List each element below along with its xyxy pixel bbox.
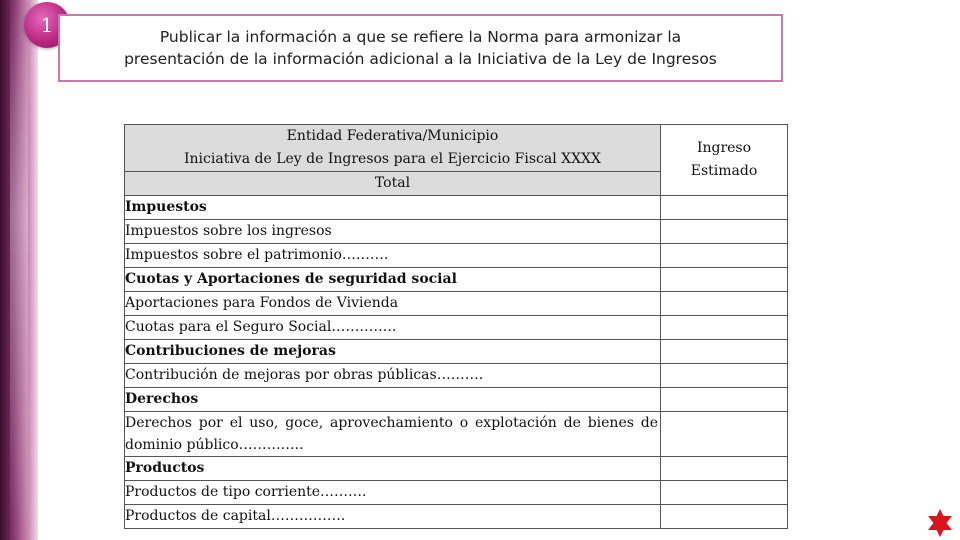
category-label: Productos [125,457,661,481]
estimate-value-cell [661,412,788,457]
table-row [125,412,788,457]
table-row [125,505,788,529]
item-label: Aportaciones para Fondos de Vivienda [125,292,661,316]
category-label: Cuotas y Aportaciones de seguridad social [125,268,661,292]
total-label-cell: Total [125,172,661,196]
table-row [125,457,788,481]
table-row [125,340,788,364]
estimate-header-line-1: Ingreso [696,140,752,156]
income-table [124,124,788,529]
estimate-value-cell [661,220,788,244]
table-row [125,220,788,244]
slide-title [124,26,717,70]
slide-title-line-1: Publicar la información a que se refiere la Norma para armonizar la [159,28,682,46]
table-row [125,268,788,292]
estimate-value-cell [661,196,788,220]
item-label: Impuestos sobre los ingresos [125,220,661,244]
item-label: Derechos por el uso, goce, aprovechamiento o explotación de bienes de dominio público………….. [125,412,661,457]
estimate-value-cell [661,388,788,412]
header-line-1: Entidad Federativa/Municipio [286,128,499,144]
table-header-row [125,125,788,172]
header-line-2: Iniciativa de Ley de Ingresos para el Ejercicio Fiscal XXXX [184,151,601,167]
item-label: Cuotas para el Seguro Social………….. [125,316,661,340]
estimate-value-cell [661,481,788,505]
estimate-header-cell [661,125,788,196]
slide-number-badge: 1 [24,2,70,48]
item-label: Productos de tipo corriente………. [125,481,661,505]
table-row [125,364,788,388]
table-row [125,196,788,220]
slide-title-line-2: presentación de la información adicional a la Iniciativa de la Ley de Ingresos [124,50,717,68]
estimate-value-cell [661,340,788,364]
side-decoration-band [0,0,38,540]
category-label: Contribuciones de mejoras [125,340,661,364]
table-row [125,388,788,412]
category-label: Impuestos [125,196,661,220]
estimate-value-cell [661,457,788,481]
category-label: Derechos [125,388,661,412]
item-label: Productos de capital……………. [125,505,661,529]
estimate-value-cell [661,268,788,292]
estimate-value-cell [661,316,788,340]
table-row [125,316,788,340]
item-label: Impuestos sobre el patrimonio………. [125,244,661,268]
estimate-value-cell [661,505,788,529]
estimate-value-cell [661,244,788,268]
table-row [125,292,788,316]
estimate-value-cell [661,292,788,316]
table-header-cell [125,125,661,172]
estimate-value-cell [661,364,788,388]
table-row [125,481,788,505]
slide-title-box [58,14,783,82]
estimate-header-line-2: Estimado [690,163,758,179]
item-label: Contribución de mejoras por obras públicas………. [125,364,661,388]
red-star-icon [926,508,954,538]
table-row [125,244,788,268]
income-table-body [125,125,788,529]
